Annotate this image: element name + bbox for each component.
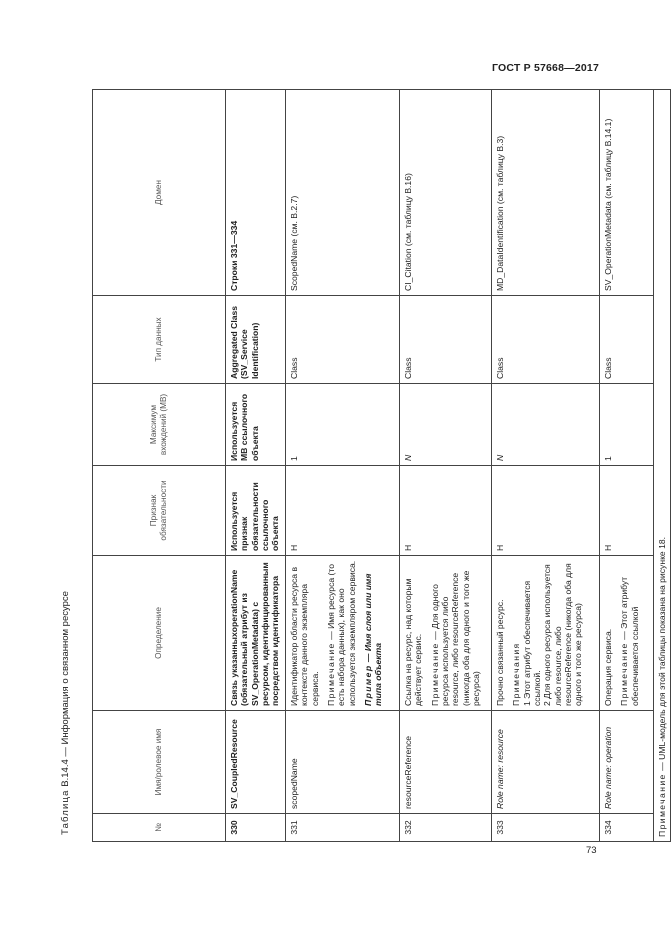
table-caption bbox=[60, 591, 71, 835]
example-label: Пример bbox=[362, 664, 373, 706]
definition-note bbox=[326, 560, 357, 706]
note-label: Примечание bbox=[429, 642, 440, 706]
note-label: Примечания bbox=[511, 642, 522, 706]
row-name: Role name: operation bbox=[600, 711, 654, 814]
row-definition bbox=[600, 556, 654, 711]
footnote-text: — UML-модель для этой таблицы показана на рисунке 18. bbox=[657, 536, 667, 774]
row-type: Class bbox=[400, 296, 492, 384]
definition-notes bbox=[511, 560, 583, 706]
row-max: Используется MB ссылочного объекта bbox=[226, 384, 286, 466]
note-label: Примечание bbox=[619, 642, 630, 706]
row-max: 1 bbox=[600, 384, 654, 466]
header-definition: Определение bbox=[93, 556, 226, 711]
note-text: — Для одного ресурса используется либо resource, либо resourceReference (никогда оба для одного и того же ресурса) bbox=[429, 570, 481, 706]
page-number: 73 bbox=[586, 845, 597, 856]
table-footnote bbox=[654, 90, 671, 842]
row-type: Class bbox=[286, 296, 400, 384]
note-text: — Этот атрибут обеспечивается ссылкой bbox=[619, 576, 640, 706]
row-max: N bbox=[492, 384, 600, 466]
definition-text: Ссылка на ресурс, над которым действует сервис. bbox=[403, 578, 424, 706]
example-text: — Имя слоя или имя типа объекта bbox=[362, 573, 384, 706]
row-domain: MD_DataIdentification (см. таблицу В.3) bbox=[492, 90, 600, 296]
row-type: Class bbox=[492, 296, 600, 384]
note-text: — Имя ресурса (то есть набора данных), как оно используется экземпляром сервиса. bbox=[325, 560, 357, 706]
header-name: Имя/ролевое имя bbox=[93, 711, 226, 814]
header-row bbox=[93, 90, 226, 842]
footnote-label: Примечание bbox=[657, 773, 667, 837]
row-domain: ScopedName (см. В.2.7) bbox=[286, 90, 400, 296]
row-max: 1 bbox=[286, 384, 400, 466]
row-definition bbox=[400, 556, 492, 711]
row-name: Role name: resource bbox=[492, 711, 600, 814]
definition-text: Операция сервиса. bbox=[603, 628, 613, 706]
row-definition bbox=[492, 556, 600, 711]
definition-text: Идентификатор области ресурса в контексте данного экземпляра сервиса. bbox=[289, 566, 320, 706]
row-obligation: Используется признак обязательности ссылочного объекта bbox=[226, 466, 286, 556]
header-max-occurrence: Максимум вхождений (MB) bbox=[93, 384, 226, 466]
note-line: 2 Для одного ресурса используется либо resource, либо resourceReference (никогда оба для одного и того же ресурса) bbox=[542, 563, 584, 706]
caption-text: B.14.4 — Информация о связанном ресурсе bbox=[60, 591, 71, 790]
row-num: 331 bbox=[286, 814, 400, 842]
note-label: Примечание bbox=[325, 642, 336, 706]
definition-example bbox=[363, 560, 384, 706]
row-domain: CI_Citation (см. таблицу В.16) bbox=[400, 90, 492, 296]
row-definition bbox=[286, 556, 400, 711]
definition-note bbox=[619, 560, 640, 706]
row-domain: Строки 331—334 bbox=[226, 90, 286, 296]
row-num: 334 bbox=[600, 814, 654, 842]
row-num: 332 bbox=[400, 814, 492, 842]
row-name: SV_CoupledResource bbox=[226, 711, 286, 814]
row-obligation: Н bbox=[492, 466, 600, 556]
row-obligation: Н bbox=[600, 466, 654, 556]
definition-text: Прочно связанный ресурс. bbox=[495, 599, 505, 706]
table-row bbox=[226, 90, 286, 842]
table-row bbox=[400, 90, 492, 842]
row-num: 333 bbox=[492, 814, 600, 842]
standard-number: ГОСТ Р 57668—2017 bbox=[491, 62, 599, 74]
table-row bbox=[600, 90, 654, 842]
table-row bbox=[492, 90, 600, 842]
caption-prefix: Таблица bbox=[60, 789, 71, 835]
row-type: Aggregated Class (SV_Service Identification) bbox=[226, 296, 286, 384]
row-type: Class bbox=[600, 296, 654, 384]
note-line: 1 Этот атрибут обеспечивается ссылкой. bbox=[521, 580, 542, 706]
header-num: № bbox=[93, 814, 226, 842]
row-obligation: Н bbox=[400, 466, 492, 556]
row-name: scopedName bbox=[286, 711, 400, 814]
definition-note bbox=[430, 560, 482, 706]
header-domain: Домен bbox=[93, 90, 226, 296]
resource-table bbox=[92, 89, 671, 842]
row-obligation: Н bbox=[286, 466, 400, 556]
footer-row bbox=[654, 90, 671, 842]
row-definition: Связь указанныхoperationName (обязательный атрибут из SV_OperationMetadata) с ресурсом, идентифицированным посредством идентификатора bbox=[226, 556, 286, 711]
header-obligation: Признак обязательности bbox=[93, 466, 226, 556]
table-row bbox=[286, 90, 400, 842]
row-num: 330 bbox=[226, 814, 286, 842]
row-max: N bbox=[400, 384, 492, 466]
row-name: resourceReference bbox=[400, 711, 492, 814]
row-domain: SV_OperationMetadata (см. таблицу В.14.1) bbox=[600, 90, 654, 296]
header-data-type: Тип данных bbox=[93, 296, 226, 384]
